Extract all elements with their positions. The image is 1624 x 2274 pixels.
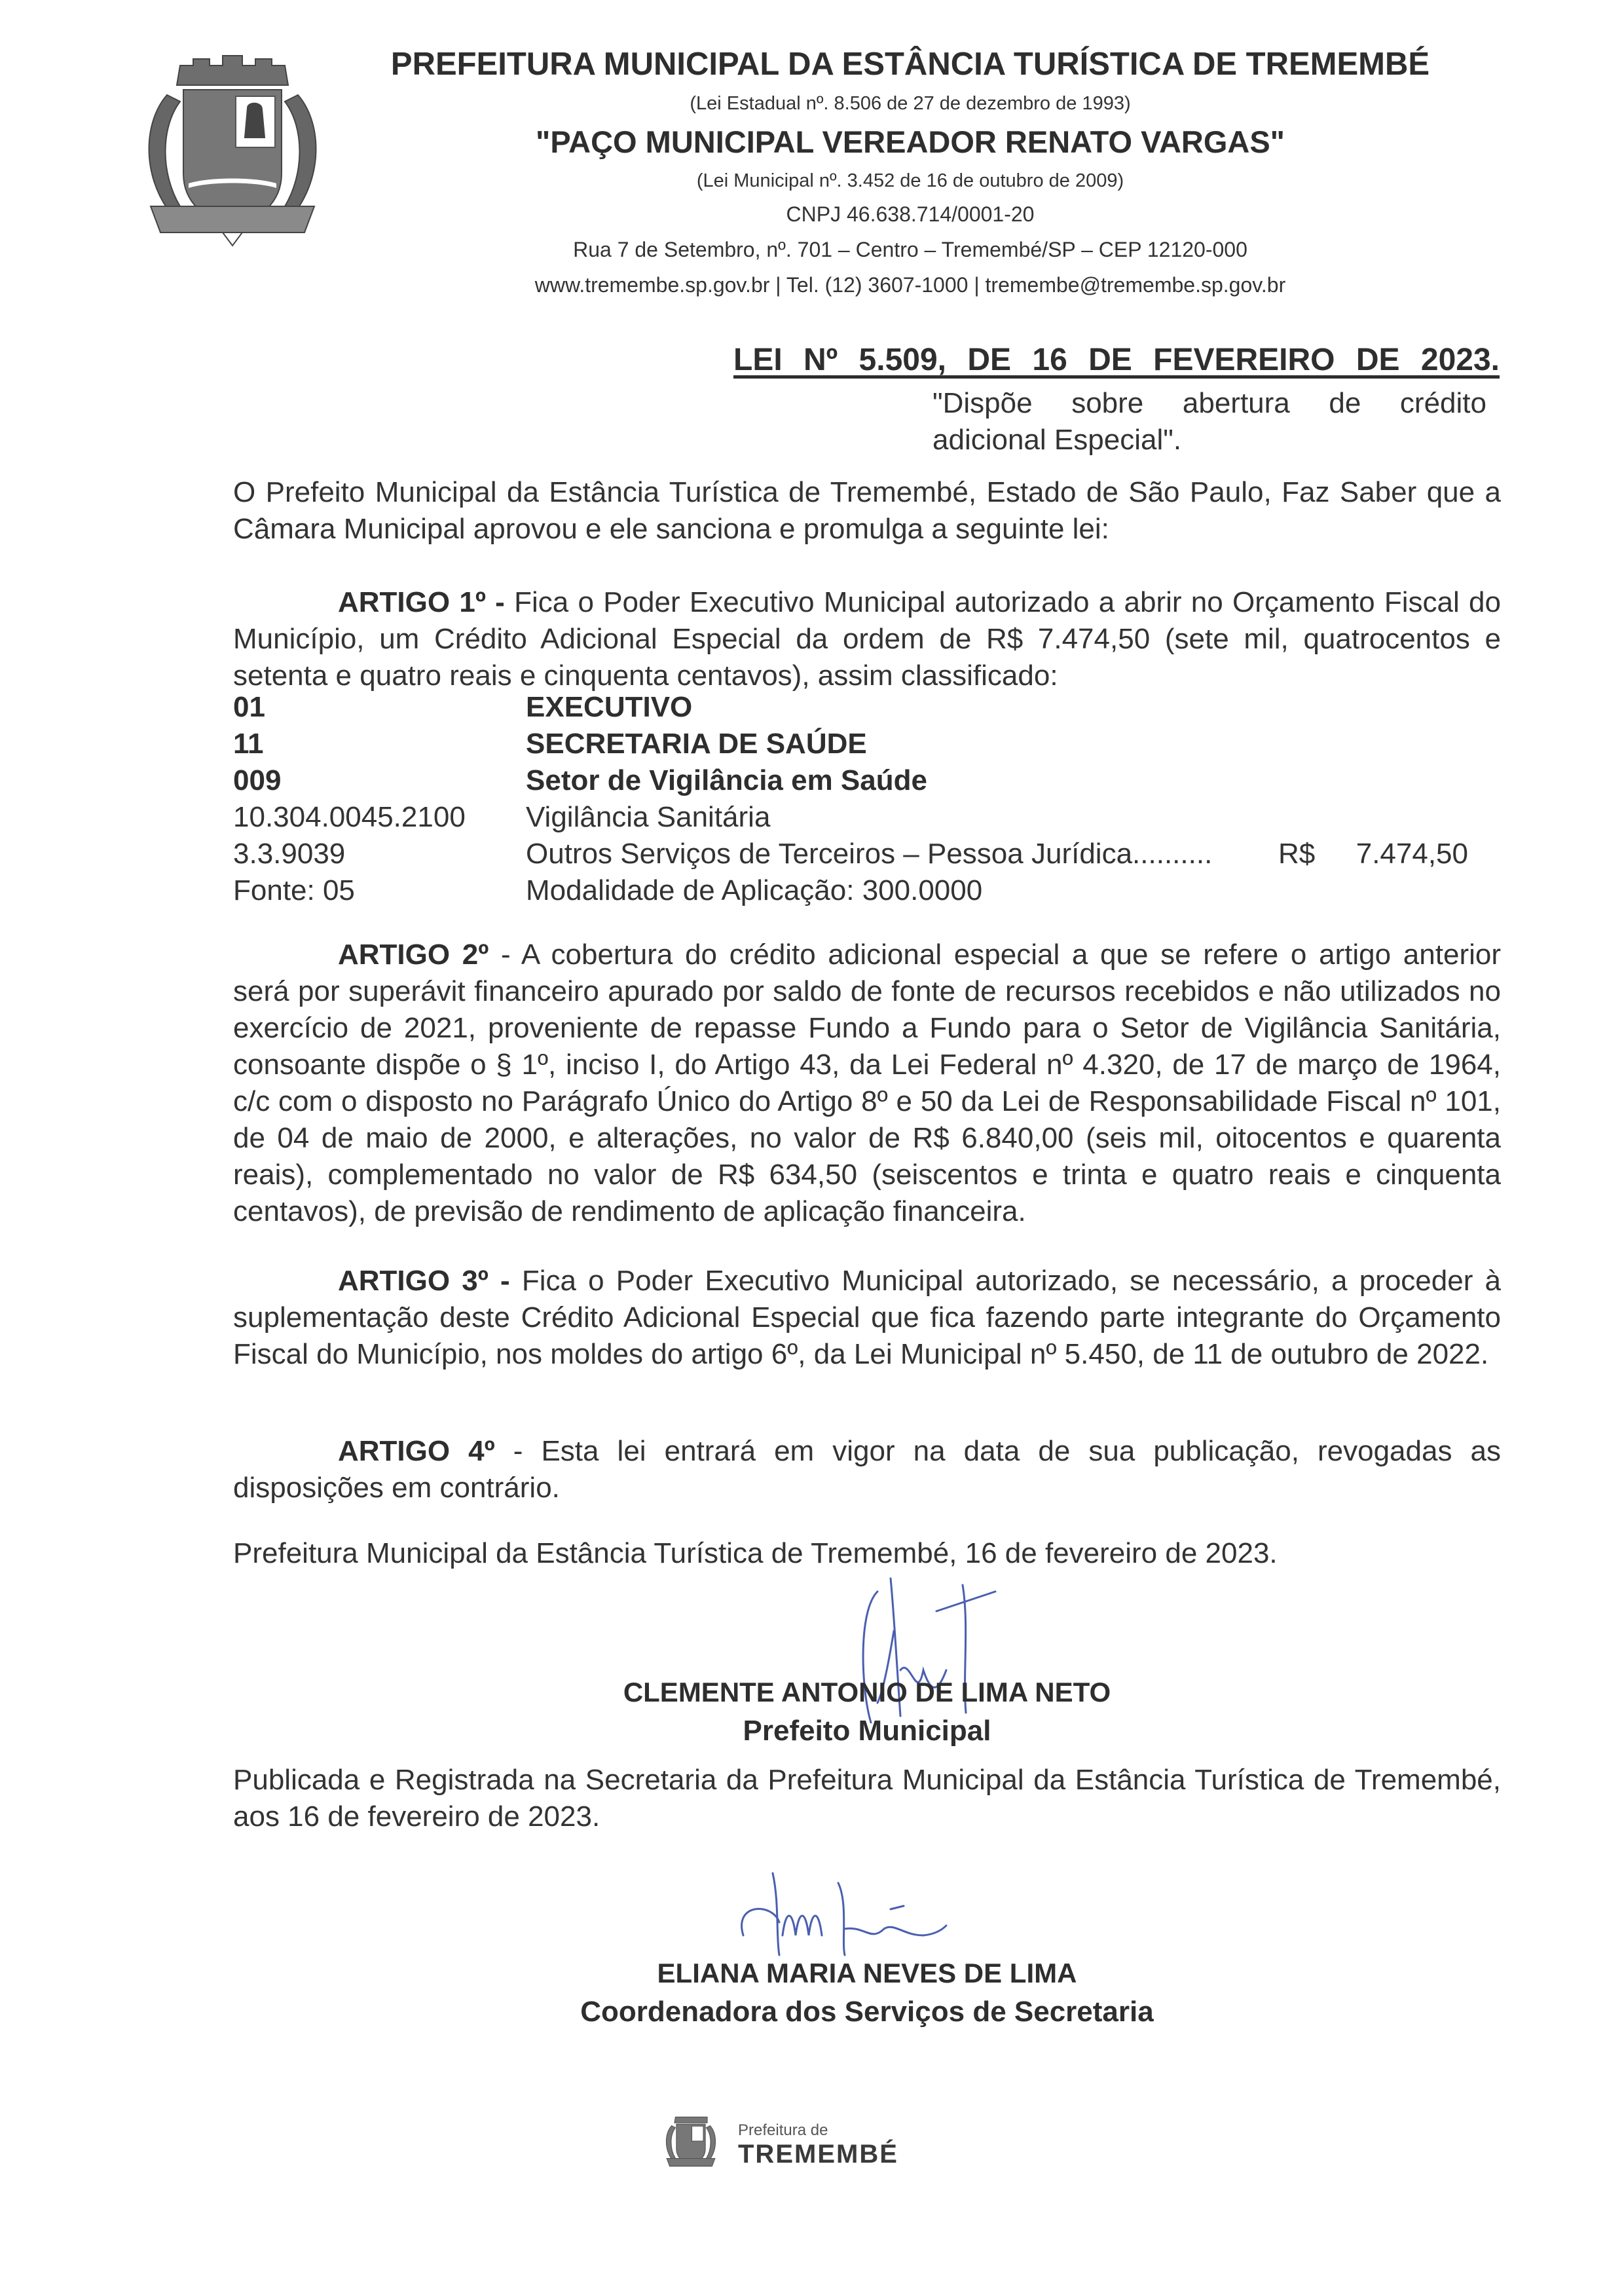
letterhead — [341, 41, 1480, 303]
cnpj: CNPJ 46.638.714/0001-20 — [786, 202, 1035, 226]
currency-symbol: R$ — [1278, 838, 1316, 870]
article-1 — [233, 584, 1501, 694]
article-2-text: - A cobertura do crédito adicional especial a que se refere o artigo anterior será por superávit financeiro apurado por saldo de fonte de recursos recebidos e não utilizados no exercício de 2021, proveniente de repasse Fundo a Fundo para o Setor de Vigilância Sanitária, consoante dispõe o § 1º, inciso I, do Artigo 43, da Lei Federal nº 4.320, de 17 de março de 1964, c/c com o disposto no Parágrafo Único do Artigo 8º e 50 da Lei de Responsabilidade Fiscal nº 101, de 04 de maio de 2000, e alterações, no valor de R$ 6.840,00 (seis mil, oitocentos e quarenta reais), complementado no valor de R$ 634,50 (seiscentos e trinta e quatro reais e cinquenta centavos), de previsão de rendimento de aplicação financeira. — [233, 939, 1501, 1227]
preamble: O Prefeito Municipal da Estância Turística de Tremembé, Estado de São Paulo, Faz Saber que a Câmara Municipal aprovou e ele sanciona e promulga a seguinte lei: — [233, 476, 1501, 545]
amount-value: 7.474,50 — [1356, 838, 1468, 870]
budget-classification — [233, 689, 1501, 909]
coat-of-arms-icon — [131, 49, 334, 272]
contacts: www.tremembe.sp.gov.br | Tel. (12) 3607-1000 | tremembe@tremembe.sp.gov.br — [534, 273, 1286, 297]
institution-title: PREFEITURA MUNICIPAL DA ESTÂNCIA TURÍSTICA DE TREMEMBÉ — [390, 47, 1430, 82]
article-4 — [233, 1433, 1501, 1506]
municipal-law-reference: (Lei Municipal nº. 3.452 de 16 de outubro de 2009) — [696, 170, 1124, 191]
footer-logo — [658, 2116, 953, 2174]
building-name: "PAÇO MUNICIPAL VEREADOR RENATO VARGAS" — [536, 124, 1285, 159]
mayor-name: CLEMENTE ANTONIO DE LIMA NETO — [623, 1677, 1111, 1707]
article-4-label: ARTIGO 4º — [338, 1435, 495, 1467]
amount — [1278, 838, 1501, 870]
article-3 — [233, 1263, 1501, 1373]
footer-small-text: Prefeitura de — [738, 2121, 828, 2139]
secretary-signature-block — [233, 1955, 1501, 2032]
summary-line-2: adicional Especial". — [932, 424, 1182, 456]
address: Rua 7 de Setembro, nº. 701 – Centro – Tremembé/SP – CEP 12120-000 — [573, 238, 1247, 261]
classification-row: 10.304.0045.2100 Vigilância Sanitária — [233, 801, 771, 833]
classification-row: 3.3.9039 Outros Serviços de Terceiros – Pessoa Jurídica.......... R$ 7.474,50 — [233, 836, 1501, 872]
state-law-reference: (Lei Estadual nº. 8.506 de 27 de dezembro de 1993) — [690, 93, 1131, 114]
summary-line-1: "Dispõe sobre abertura de crédito — [932, 387, 1486, 419]
footer-coat-of-arms-icon — [658, 2112, 724, 2178]
publication-note: Publicada e Registrada na Secretaria da Prefeitura Municipal da Estância Turística de Tremembé, aos 16 de fevereiro de 2023. — [233, 1764, 1501, 1833]
article-3-text: Fica o Poder Executivo Municipal autorizado, se necessário, a proceder à suplementação deste Crédito Adicional Especial que fica fazendo parte integrante do Orçamento Fiscal do Município, nos moldes do artigo 6º, da Lei Municipal nº 5.450, de 11 de outubro de 2022. — [233, 1265, 1502, 1370]
secretary-signature-icon — [733, 1863, 982, 1962]
classification-row: 11 SECRETARIA DE SAÚDE — [233, 728, 867, 760]
article-4-text: - Esta lei entrará em vigor na data de sua publicação, revogadas as disposições em contrário. — [233, 1435, 1501, 1504]
closing-place-date: Prefeitura Municipal da Estância Turística de Tremembé, 16 de fevereiro de 2023. — [233, 1537, 1278, 1569]
article-2-label: ARTIGO 2º — [338, 939, 489, 971]
footer-brand-text: TREMEMBÉ — [738, 2140, 898, 2169]
law-title: LEI Nº 5.509, DE 16 DE FEVEREIRO DE 2023. — [733, 343, 1500, 377]
mayor-signature-block — [233, 1674, 1501, 1751]
article-3-label: ARTIGO 3º - — [338, 1265, 510, 1297]
secretary-role: Coordenadora dos Serviços de Secretaria — [580, 1996, 1154, 2028]
article-1-label: ARTIGO 1º - — [338, 586, 505, 618]
secretary-name: ELIANA MARIA NEVES DE LIMA — [657, 1958, 1077, 1988]
article-2 — [233, 937, 1501, 1230]
classification-row: Fonte: 05 Modalidade de Aplicação: 300.0000 — [233, 874, 983, 906]
mayor-role: Prefeito Municipal — [743, 1715, 991, 1747]
law-summary — [932, 385, 1486, 458]
classification-row: 009 Setor de Vigilância em Saúde — [233, 764, 927, 796]
article-1-text: Fica o Poder Executivo Municipal autorizado a abrir no Orçamento Fiscal do Município, um Crédito Adicional Especial da ordem de R$ 7.474,50 (sete mil, quatrocentos e setenta e quatro reais e cinquenta centavos), assim classificado: — [233, 586, 1501, 692]
classification-row: 01 EXECUTIVO — [233, 691, 693, 723]
